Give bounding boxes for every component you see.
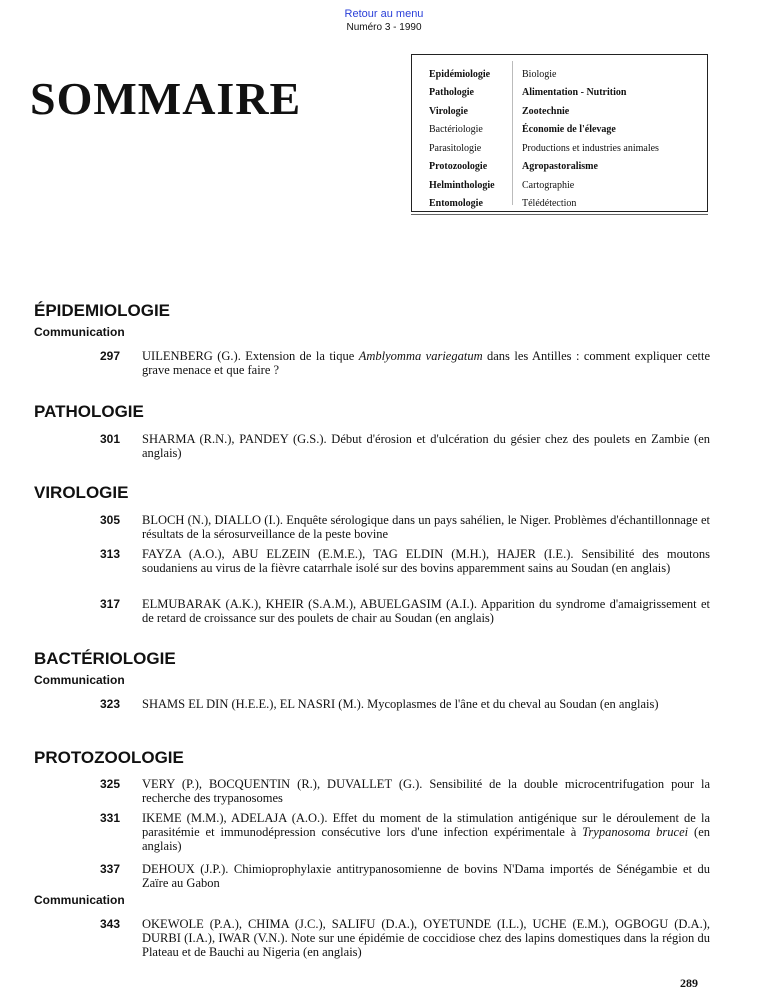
toc-entry xyxy=(100,432,710,460)
entry-page: 301 xyxy=(100,432,121,446)
subheading-communication: Communication xyxy=(34,893,125,907)
topic-right: Télédétection xyxy=(522,198,577,210)
subheading-communication: Communication xyxy=(34,325,125,339)
toc-entry xyxy=(100,349,710,377)
section-heading-pathologie: PATHOLOGIE xyxy=(34,402,144,421)
topics-divider xyxy=(512,61,513,205)
toc-entry xyxy=(100,917,710,959)
entry-text: VERY (P.), BOCQUENTIN (R.), DUVALLET (G.). Sensibilité de la double microcentrifugation pour la recherche des trypanosomes xyxy=(142,777,710,805)
entry-text: SHARMA (R.N.), PANDEY (G.S.). Début d'érosion et d'ulcération du gésier chez des poulets en Zambie (en anglais) xyxy=(142,432,710,460)
entry-text: OKEWOLE (P.A.), CHIMA (J.C.), SALIFU (D.A.), OYETUNDE (I.L.), UCHE (E.M.), OGBOGU (D.A.), DURBI (I.A.), IWAR (V.N.). Note sur une épidémie de coccidiose chez des lapins domestiques dans la région du Plateau et de Bauchi au Nigeria (en anglais) xyxy=(142,917,710,959)
topic-left: Pathologie xyxy=(429,87,474,99)
section-heading-bacteriologie: BACTÉRIOLOGIE xyxy=(34,649,176,668)
entry-page: 317 xyxy=(100,597,121,611)
topic-right: Cartographie xyxy=(522,179,575,191)
entry-text: UILENBERG (G.). Extension de la tique Amblyomma variegatum dans les Antilles : comment expliquer cette grave menace et que faire ? xyxy=(142,349,710,377)
topic-left: Helminthologie xyxy=(429,179,495,191)
topic-right: Alimentation - Nutrition xyxy=(522,87,627,99)
topic-row xyxy=(412,195,707,214)
issue-number: Numéro 3 - 1990 xyxy=(346,22,422,33)
box-underline xyxy=(411,214,708,215)
page-title: SOMMAIRE xyxy=(30,73,302,124)
toc-entry xyxy=(100,547,710,575)
topic-right: Agropastoralisme xyxy=(522,161,598,173)
topic-row xyxy=(412,158,707,177)
section-heading-protozoologie: PROTOZOOLOGIE xyxy=(34,748,184,767)
entry-text: SHAMS EL DIN (H.E.E.), EL NASRI (M.). Mycoplasmes de l'âne et du cheval au Soudan (en anglais) xyxy=(142,697,659,711)
entry-text: IKEME (M.M.), ADELAJA (A.O.). Effet du moment de la stimulation antigénique sur le déroulement de la parasitémie et immunodépression consécutive lors d'une infection expérimentale à Trypanosoma brucei (en anglais) xyxy=(142,811,710,853)
toc-entry xyxy=(100,597,710,625)
topic-row xyxy=(412,65,707,84)
entry-text: FAYZA (A.O.), ABU ELZEIN (E.M.E.), TAG ELDIN (M.H.), HAJER (I.E.). Sensibilité des moutons soudaniens au virus de la fièvre catarrhale isolé sur des bovins apparemment sains au Soudan (en anglais) xyxy=(142,547,710,575)
entry-page: 343 xyxy=(100,917,121,931)
back-to-menu-link[interactable]: Retour au menu xyxy=(344,8,424,20)
topic-left: Epidémiologie xyxy=(429,68,491,80)
toc-entry xyxy=(100,513,710,541)
topic-row xyxy=(412,121,707,140)
topic-row xyxy=(412,176,707,195)
entry-text: ELMUBARAK (A.K.), KHEIR (S.A.M.), ABUELGASIM (A.I.). Apparition du syndrome d'amaigrissement et de retard de croissance sur des poulets de chair au Soudan (en anglais) xyxy=(142,597,710,625)
entry-page: 305 xyxy=(100,513,121,527)
topic-right: Zootechnie xyxy=(522,105,570,117)
topic-left: Parasitologie xyxy=(429,142,482,154)
entry-page: 325 xyxy=(100,777,121,791)
entry-text: BLOCH (N.), DIALLO (I.). Enquête sérologique dans un pays sahélien, le Niger. Problèmes d'échantillonnage et résultats de la sérosurveillance de la peste bovine xyxy=(142,513,710,541)
toc-entry xyxy=(100,862,710,890)
topic-left: Entomologie xyxy=(429,198,483,210)
topic-left: Virologie xyxy=(429,105,468,117)
subheading-communication: Communication xyxy=(34,673,125,687)
section-heading-virologie: VIROLOGIE xyxy=(34,483,129,502)
topic-left: Bactériologie xyxy=(429,124,483,136)
entry-page: 323 xyxy=(100,697,121,711)
topics-box xyxy=(411,54,708,212)
topic-row xyxy=(412,84,707,103)
section-heading-epidemiologie: ÉPIDEMIOLOGIE xyxy=(34,301,171,320)
topic-row xyxy=(412,102,707,121)
entry-page: 331 xyxy=(100,811,121,825)
toc-entry xyxy=(100,777,710,805)
toc-entry xyxy=(100,697,710,711)
entry-page: 297 xyxy=(100,349,121,363)
page-number: 289 xyxy=(680,976,698,990)
topic-left: Protozoologie xyxy=(429,161,488,173)
topic-right: Économie de l'élevage xyxy=(522,124,616,136)
entry-page: 313 xyxy=(100,547,121,561)
entry-page: 337 xyxy=(100,862,121,876)
toc-entry xyxy=(100,811,710,853)
entry-text: DEHOUX (J.P.). Chimioprophylaxie antitrypanosomienne de bovins N'Dama importés de Sénégambie et du Zaïre au Gabon xyxy=(142,862,710,890)
topic-right: Productions et industries animales xyxy=(522,142,659,154)
topic-right: Biologie xyxy=(522,68,557,80)
topic-row xyxy=(412,139,707,158)
